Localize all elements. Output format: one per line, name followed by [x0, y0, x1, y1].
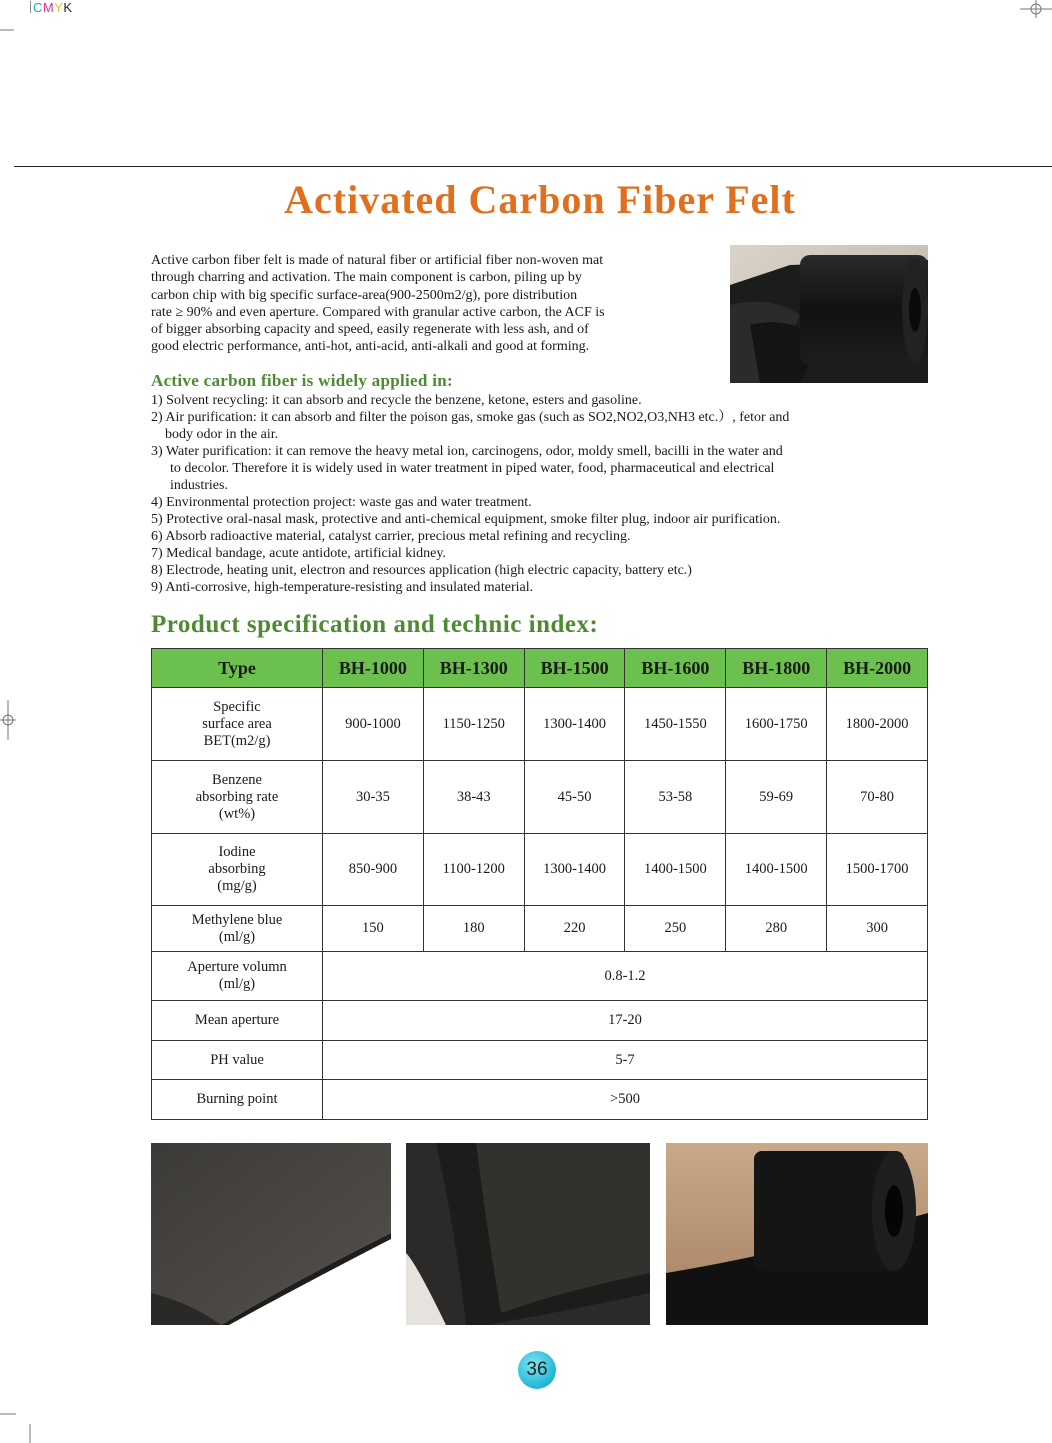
- table-cell: 300: [827, 906, 928, 952]
- table-cell: 17-20: [323, 1001, 928, 1041]
- intro-line: good electric performance, anti-hot, anti-acid, anti-alkali and good at forming.: [151, 339, 590, 355]
- table-cell: 150: [323, 906, 424, 952]
- table-header-row: [152, 649, 928, 688]
- table-cell: 850-900: [323, 834, 424, 906]
- list-item: 5) Protective oral-nasal mask, protective and anti-chemical equipment, smoke filter plug, indoor air purification.: [151, 512, 781, 527]
- table-cell: 180: [423, 906, 524, 952]
- table-row: [152, 761, 928, 834]
- page-title: Activated Carbon Fiber Felt: [284, 177, 796, 222]
- table-cell: 1600-1750: [726, 688, 827, 761]
- table-cell: 70-80: [827, 761, 928, 834]
- list-item: 9) Anti-corrosive, high-temperature-resisting and insulated material.: [151, 580, 534, 595]
- column-header: BH-1300: [423, 649, 524, 688]
- intro-line: of bigger absorbing capacity and speed, easily regenerate with less ash, and of: [151, 322, 589, 338]
- table-cell: 900-1000: [323, 688, 424, 761]
- column-header: BH-1800: [726, 649, 827, 688]
- list-item: 1) Solvent recycling: it can absorb and recycle the benzene, ketone, esters and gasoline.: [151, 393, 642, 408]
- table-cell: 1300-1400: [524, 688, 625, 761]
- table-cell: 1300-1400: [524, 834, 625, 906]
- intro-line: carbon chip with big specific surface-area(900-2500m2/g), pore distribution: [151, 287, 578, 303]
- column-header: BH-1000: [323, 649, 424, 688]
- felt-layers-photo: [406, 1143, 650, 1325]
- column-header: BH-1500: [524, 649, 625, 688]
- table-row: [152, 952, 928, 1001]
- table-cell: 1450-1550: [625, 688, 726, 761]
- table-cell: 0.8-1.2: [323, 952, 928, 1001]
- table-row: [152, 1080, 928, 1120]
- list-item: body odor in the air.: [165, 427, 279, 442]
- table-cell: 30-35: [323, 761, 424, 834]
- list-item: to decolor. Therefore it is widely used in water treatment in piped water, food, pharmaceutical and electrical: [170, 461, 775, 476]
- table-cell: 1800-2000: [827, 688, 928, 761]
- table-cell: 1150-1250: [423, 688, 524, 761]
- cmyk-print-mark: CMYK: [30, 0, 73, 15]
- spec-table: [151, 648, 928, 1120]
- table-row: [152, 834, 928, 906]
- felt-roll-photo: [666, 1143, 928, 1325]
- column-header: BH-1600: [625, 649, 726, 688]
- table-row: [152, 688, 928, 761]
- table-row: [152, 906, 928, 952]
- list-item: 8) Electrode, heating unit, electron and resources application (high electric capacity, battery etc.): [151, 563, 692, 578]
- row-label: Mean aperture: [152, 1001, 323, 1041]
- felt-roll-photo: [730, 245, 928, 383]
- row-label: PH value: [152, 1041, 323, 1080]
- list-item: 3) Water purification: it can remove the heavy metal ion, carcinogens, odor, moldy smell, bacilli in the water and: [151, 444, 783, 459]
- intro-line: rate ≥ 90% and even aperture. Compared with granular active carbon, the ACF is: [151, 304, 605, 320]
- felt-sheet-photo: [151, 1143, 391, 1325]
- registration-mark-icon: [1020, 0, 1052, 20]
- table-cell: 38-43: [423, 761, 524, 834]
- table-cell: 5-7: [323, 1041, 928, 1080]
- table-cell: 250: [625, 906, 726, 952]
- list-item: 6) Absorb radioactive material, catalyst carrier, precious metal refining and recycling.: [151, 529, 631, 544]
- table-cell: 220: [524, 906, 625, 952]
- row-label: Benzene absorbing rate (wt%): [152, 761, 323, 834]
- list-item: 4) Environmental protection project: waste gas and water treatment.: [151, 495, 532, 510]
- table-cell: 45-50: [524, 761, 625, 834]
- row-label: Specific surface area BET(m2/g): [152, 688, 323, 761]
- intro-line: Active carbon fiber felt is made of natural fiber or artificial fiber non-woven mat: [151, 253, 604, 268]
- intro-paragraph: [151, 252, 697, 356]
- row-label: Iodine absorbing (mg/g): [152, 834, 323, 906]
- column-header: BH-2000: [827, 649, 928, 688]
- list-item: industries.: [170, 478, 228, 493]
- crop-mark-icon: [0, 1410, 60, 1443]
- list-item: 2) Air purification: it can absorb and filter the poison gas, smoke gas (such as SO2,NO2,O3,NH3 etc.）, fetor and: [151, 410, 790, 425]
- applications-heading: Active carbon fiber is widely applied in:: [151, 371, 453, 390]
- row-label: Aperture volumn (ml/g): [152, 952, 323, 1001]
- table-cell: 59-69: [726, 761, 827, 834]
- registration-mark-icon: [0, 700, 16, 740]
- table-cell: 53-58: [625, 761, 726, 834]
- table-cell: 280: [726, 906, 827, 952]
- header-rule: [14, 166, 1052, 167]
- row-label: Methylene blue (ml/g): [152, 906, 323, 952]
- row-label: Burning point: [152, 1080, 323, 1120]
- table-cell: 1500-1700: [827, 834, 928, 906]
- table-row: [152, 1001, 928, 1041]
- table-row: [152, 1041, 928, 1080]
- column-header: Type: [152, 649, 323, 688]
- page-number-badge: 36: [518, 1351, 556, 1389]
- table-cell: 1100-1200: [423, 834, 524, 906]
- list-item: 7) Medical bandage, acute antidote, artificial kidney.: [151, 546, 446, 561]
- table-cell: 1400-1500: [625, 834, 726, 906]
- table-cell: 1400-1500: [726, 834, 827, 906]
- crop-mark-icon: [0, 0, 20, 40]
- spec-heading: Product specification and technic index:: [151, 611, 599, 638]
- applications-list: [151, 392, 921, 596]
- table-cell: >500: [323, 1080, 928, 1120]
- intro-line: through charring and activation. The main component is carbon, piling up by: [151, 270, 582, 286]
